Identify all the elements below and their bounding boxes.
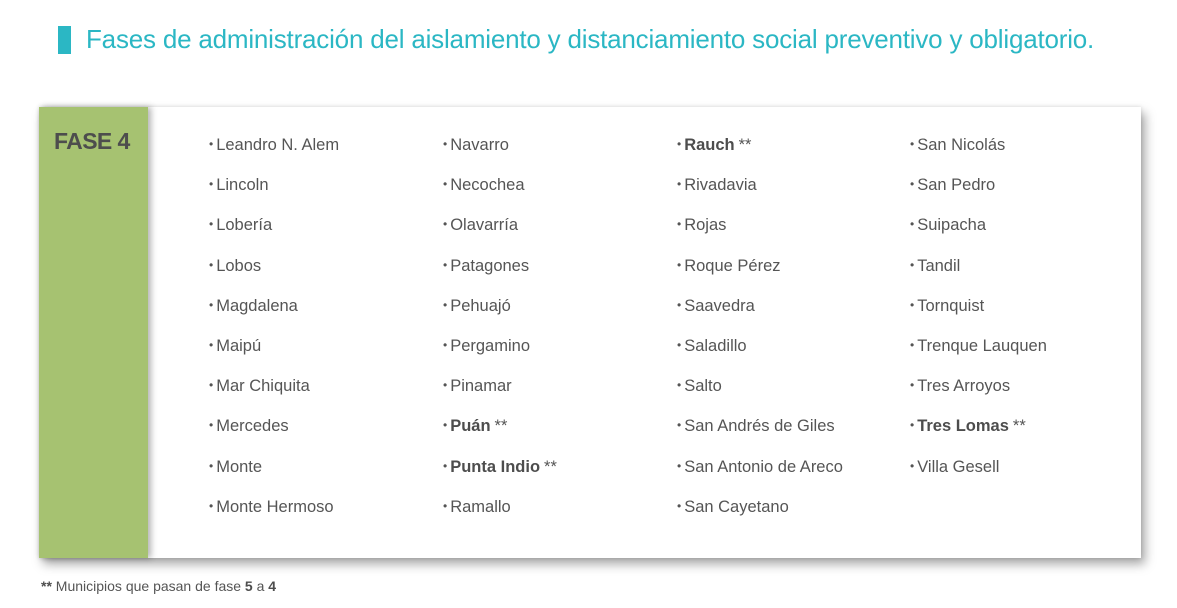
municipality-item [677, 255, 843, 295]
municipality-item [677, 415, 843, 455]
municipality-item [443, 496, 557, 536]
bullet-dot: • [910, 177, 915, 192]
municipality-name: San Antonio de Areco [684, 457, 843, 476]
municipality-name: Tornquist [917, 296, 985, 315]
bullet-dot: • [910, 297, 915, 312]
bullet-dot: • [443, 297, 448, 312]
bullet-dot: • [209, 177, 214, 192]
municipality-item [910, 375, 1047, 415]
bullet-dot: • [209, 297, 214, 312]
bullet-dot: • [209, 217, 214, 232]
municipality-name: Pergamino [450, 336, 530, 355]
heading-accent-bar [58, 26, 71, 54]
phase-change-mark: ** [544, 457, 557, 476]
municipality-name: San Nicolás [917, 136, 1006, 154]
municipality-item [443, 295, 557, 335]
footnote-connector: a [252, 578, 269, 594]
municipality-item [677, 295, 843, 335]
municipality-name: Suipacha [917, 216, 987, 235]
municipality-item [677, 456, 843, 496]
municipality-name: San Pedro [917, 176, 996, 195]
municipality-name: Rivadavia [684, 176, 757, 195]
municipality-name: Tres Arroyos [917, 377, 1011, 396]
bullet-dot: • [677, 458, 682, 473]
footnote-text: Municipios que pasan de fase [51, 578, 245, 594]
page-heading [58, 24, 1094, 55]
bullet-dot: • [677, 418, 682, 433]
bullet-dot: • [209, 257, 214, 272]
phase-change-mark: ** [494, 417, 508, 436]
bullet-dot: • [910, 217, 915, 232]
municipality-name: Patagones [450, 256, 530, 275]
bullet-dot: • [443, 177, 448, 192]
municipality-item [910, 415, 1047, 455]
municipality-name: Monte Hermoso [216, 497, 334, 516]
bullet-dot: • [209, 378, 214, 393]
municipality-item [910, 174, 1047, 214]
municipality-name: Mar Chiquita [216, 377, 310, 396]
municipality-name: Lobería [216, 216, 273, 235]
municipality-item [209, 295, 339, 335]
municipality-name: Magdalena [216, 296, 298, 315]
bullet-dot: • [910, 418, 915, 433]
municipality-name: Puán [450, 417, 491, 436]
municipality-item [209, 335, 339, 375]
footnote-phase-to: 4 [268, 578, 277, 594]
municipality-item [443, 174, 557, 214]
municipality-name: Tres Lomas [917, 417, 1009, 436]
municipality-item [910, 335, 1047, 375]
municipality-name: Rojas [684, 216, 727, 235]
municipality-item [910, 295, 1047, 335]
municipality-name: Saavedra [684, 296, 755, 315]
municipality-item [209, 375, 339, 415]
bullet-dot: • [443, 137, 448, 151]
municipality-item [677, 335, 843, 375]
municipality-item [443, 255, 557, 295]
municipality-item [677, 375, 843, 415]
municipality-name: Pehuajó [450, 296, 511, 315]
bullet-dot: • [443, 418, 448, 433]
phase-label: FASE 4 [54, 128, 130, 154]
municipality-item [443, 134, 557, 174]
municipality-item [910, 456, 1047, 496]
municipality-item [209, 496, 339, 536]
municipality-name: Leandro N. Alem [216, 136, 340, 154]
municipality-item [443, 335, 557, 375]
municipality-item [677, 174, 843, 214]
municipality-item [209, 255, 339, 295]
municipality-item [443, 375, 557, 415]
municipality-name: Lincoln [216, 176, 269, 195]
phase-card [39, 107, 1141, 558]
footnote-mark: ** [41, 578, 52, 594]
municipality-name: Ramallo [450, 497, 511, 516]
municipality-item [677, 134, 843, 174]
bullet-dot: • [209, 137, 214, 151]
municipality-name: Punta Indio [450, 457, 541, 476]
bullet-dot: • [677, 498, 682, 513]
municipality-item [209, 134, 339, 174]
phase-change-mark: ** [738, 136, 752, 154]
municipality-name: Navarro [450, 136, 509, 154]
municipality-name: Lobos [216, 256, 262, 275]
municipality-name: Mercedes [216, 417, 289, 436]
municipality-name: Necochea [450, 176, 525, 195]
bullet-dot: • [443, 458, 448, 473]
municipality-name: Maipú [216, 336, 262, 355]
bullet-dot: • [910, 137, 915, 151]
municipality-item [209, 456, 339, 496]
bullet-dot: • [209, 458, 214, 473]
bullet-dot: • [910, 458, 915, 473]
municipality-item [443, 456, 557, 496]
municipality-name: Olavarría [450, 216, 519, 235]
municipality-item [910, 255, 1047, 295]
municipality-item [910, 214, 1047, 254]
municipality-name: Pinamar [450, 377, 512, 396]
bullet-dot: • [443, 217, 448, 232]
municipality-name: Villa Gesell [917, 457, 1000, 476]
phase-tab [39, 107, 148, 558]
municipality-column-1 [209, 134, 339, 536]
municipality-item [443, 214, 557, 254]
bullet-dot: • [209, 498, 214, 513]
bullet-dot: • [209, 418, 214, 433]
municipality-column-4 [910, 134, 1047, 496]
bullet-dot: • [677, 217, 682, 232]
municipality-column-2 [443, 134, 557, 536]
municipality-name: San Cayetano [684, 497, 789, 516]
bullet-dot: • [443, 257, 448, 272]
footnote [41, 578, 276, 594]
municipality-name: Monte [216, 457, 263, 476]
municipality-name: Trenque Lauquen [917, 336, 1047, 355]
bullet-dot: • [677, 337, 682, 352]
municipality-item [677, 496, 843, 536]
bullet-dot: • [910, 257, 915, 272]
municipality-item [209, 415, 339, 455]
bullet-dot: • [910, 337, 915, 352]
bullet-dot: • [209, 337, 214, 352]
bullet-dot: • [677, 297, 682, 312]
page-title: Fases de administración del aislamiento y distanciamiento social preventivo y obligatorio. [86, 24, 1095, 54]
bullet-dot: • [443, 337, 448, 352]
bullet-dot: • [677, 177, 682, 192]
municipality-name: Rauch [684, 136, 735, 154]
municipality-item [209, 174, 339, 214]
municipality-name: Tandil [917, 256, 961, 275]
municipality-item [677, 214, 843, 254]
bullet-dot: • [910, 378, 915, 393]
bullet-dot: • [443, 378, 448, 393]
bullet-dot: • [677, 378, 682, 393]
bullet-dot: • [443, 498, 448, 513]
municipality-name: Salto [684, 377, 722, 396]
bullet-dot: • [677, 137, 682, 151]
phase-change-mark: ** [1012, 417, 1026, 436]
bullet-dot: • [677, 257, 682, 272]
municipality-name: Saladillo [684, 336, 747, 355]
municipality-item [209, 214, 339, 254]
municipality-item [443, 415, 557, 455]
municipality-name: Roque Pérez [684, 256, 781, 275]
footnote-phase-from: 5 [244, 578, 253, 594]
municipality-item [910, 134, 1047, 174]
municipality-name: San Andrés de Giles [684, 417, 835, 436]
municipality-column-3 [677, 134, 843, 536]
